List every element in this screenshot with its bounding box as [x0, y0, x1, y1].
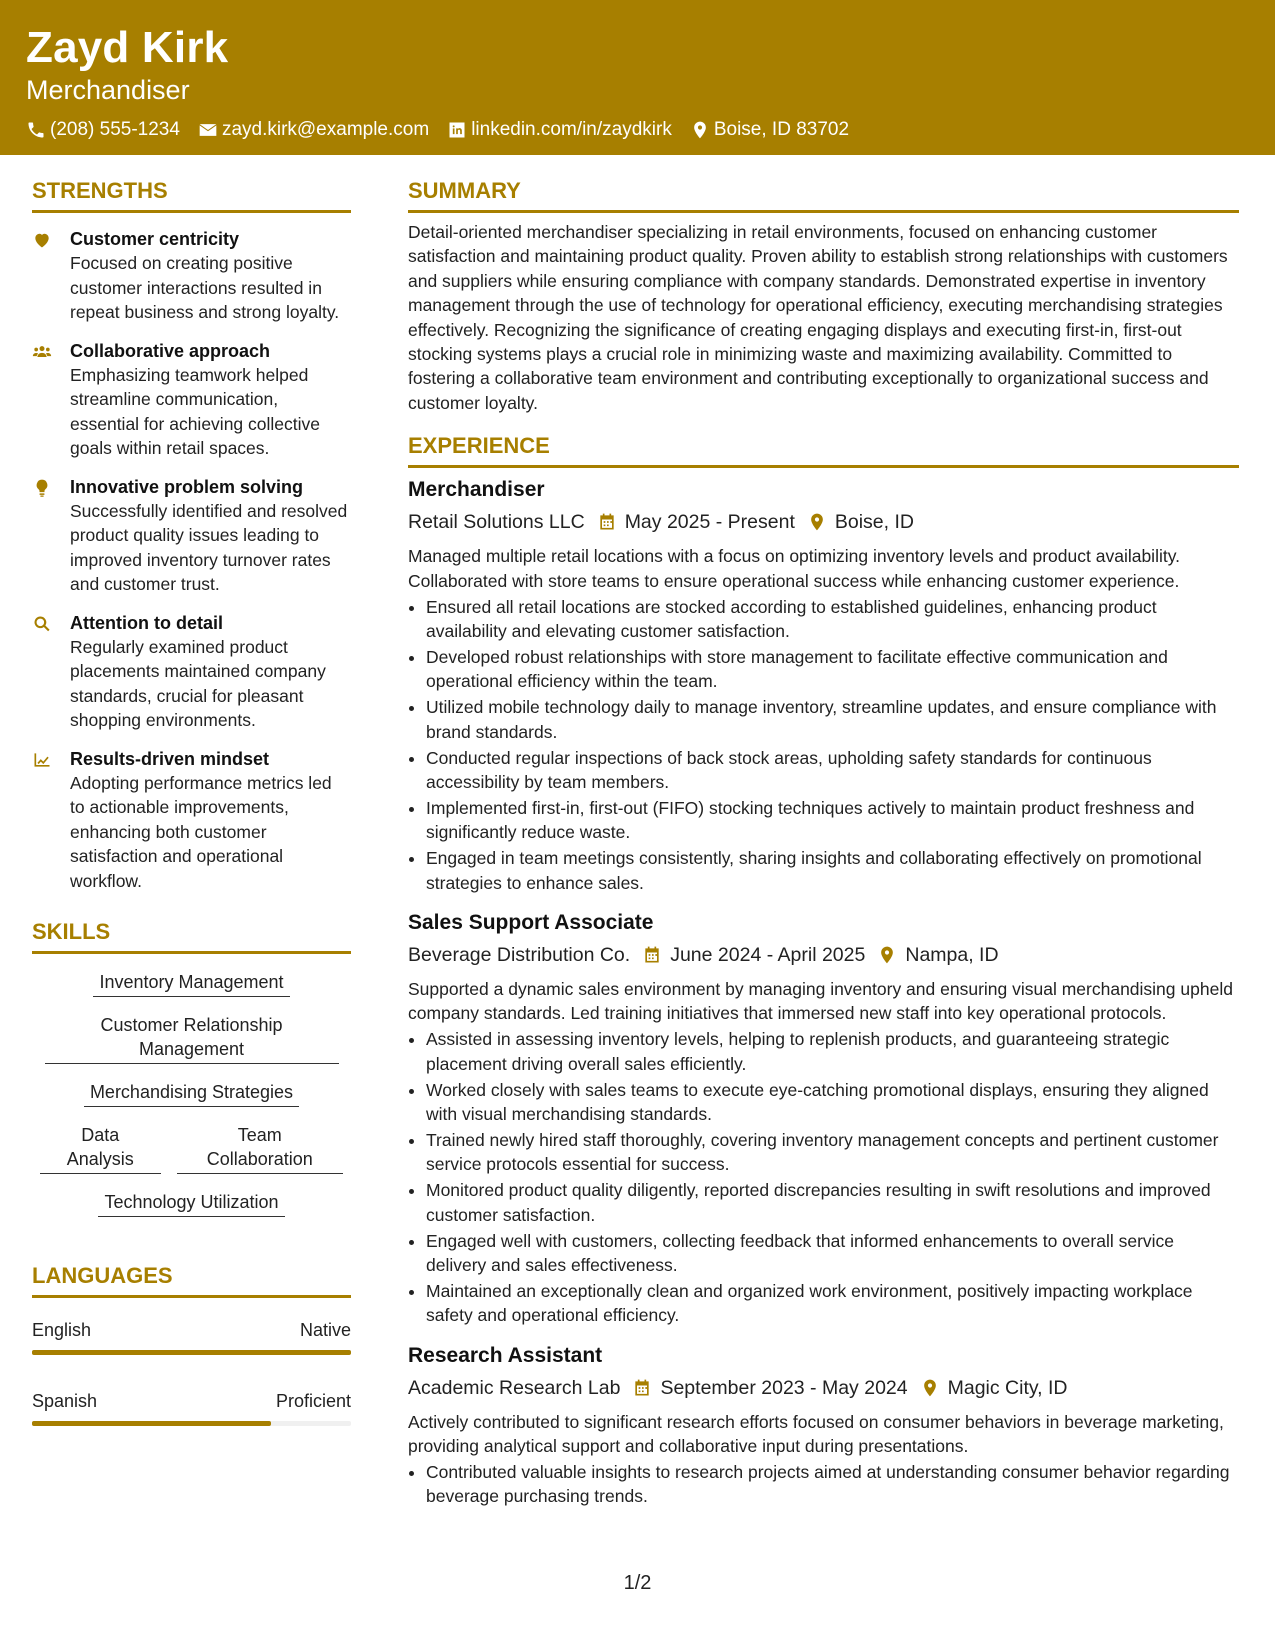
map-pin-icon: [920, 1378, 940, 1398]
job-bullet: • Conducted regular inspections of back stock areas, upholding safety standards for continuous accessibility by team members.: [426, 746, 1239, 795]
section-divider: [32, 210, 351, 213]
summary-section: [408, 176, 1239, 415]
job-dates: May 2025 - Present: [624, 511, 795, 534]
job-bullet: • Ensured all retail locations are stocked according to established guidelines, enhancing product availability and elevating customer satisfaction.: [426, 595, 1239, 644]
calendar-icon: [597, 512, 617, 532]
strength-title: Innovative problem solving: [70, 476, 304, 497]
map-pin-icon: [690, 120, 710, 140]
strength-item: [32, 475, 351, 597]
section-divider: [408, 210, 1239, 213]
experience-title: EXPERIENCE: [408, 433, 550, 459]
job-title: Sales Support Associate: [408, 910, 654, 934]
job-bullet: • Developed robust relationships with store management to facilitate effective communication and operational efficiency within the team.: [426, 645, 1239, 694]
language-item: [32, 1318, 351, 1355]
strength-item: [32, 339, 351, 461]
search-icon: [32, 614, 52, 634]
strength-title: Collaborative approach: [70, 340, 271, 361]
languages-section: [32, 1261, 351, 1426]
language-name: English: [32, 1320, 92, 1340]
job-description: Actively contributed to significant research efforts focused on consumer behaviors in beverage marketing, providing analytical support and collaborative input during presentations.: [408, 1411, 1224, 1457]
strength-desc: Adopting performance metrics led to actionable improvements, enhancing both customer satisfaction and operational workflow.: [70, 772, 332, 891]
strength-desc: Regularly examined product placements maintained company standards, crucial for pleasant shopping environments.: [70, 636, 326, 730]
language-name: Spanish: [32, 1391, 98, 1411]
strengths-title: STRENGTHS: [32, 178, 168, 203]
job-bullets: [408, 1027, 1239, 1327]
linkedin-icon: [447, 120, 467, 140]
map-pin-icon: [807, 512, 827, 532]
job-meta: [408, 941, 1239, 969]
job-dates: September 2023 - May 2024: [660, 1376, 908, 1399]
contact-phone-text: (208) 555-1234: [50, 119, 180, 140]
job-bullet: • Trained newly hired staff thoroughly, covering inventory management concepts and pertinent customer service protocols essential for success.: [426, 1128, 1239, 1177]
job-entry: [408, 1342, 1239, 1509]
summary-title: SUMMARY: [408, 178, 521, 203]
job-bullet: • Engaged well with customers, collecting feedback that informed enhancements to overall service delivery and sales effectiveness.: [426, 1229, 1239, 1278]
job-title: Merchandiser: [408, 478, 545, 502]
job-description: Managed multiple retail locations with a focus on optimizing inventory levels and product availability. Collaborated with store teams to ensure operational success while enhancing customer experience.: [408, 546, 1181, 591]
language-bar-fill: [32, 1350, 351, 1355]
chart-line-icon: [32, 750, 52, 770]
job-company: Academic Research Lab: [408, 1376, 621, 1399]
job-entry: [408, 476, 1239, 895]
language-level: Native: [299, 1320, 351, 1340]
job-location: Boise, ID: [834, 511, 914, 534]
job-bullet: • Maintained an exceptionally clean and organized work environment, positively impacting workplace safety and operational efficiency.: [426, 1279, 1239, 1328]
calendar-icon: [632, 1378, 652, 1398]
skill-tag: Customer Relationship Management: [45, 1013, 339, 1064]
strength-desc: Focused on creating positive customer interactions resulted in repeat business and strong loyalty.: [70, 253, 340, 322]
page-number: 1/2: [623, 1572, 652, 1594]
job-dates: June 2024 - April 2025: [670, 943, 866, 966]
job-bullets: [408, 595, 1239, 895]
job-description: Supported a dynamic sales environment by managing inventory and ensuring visual merchandising upheld company standards. Led training initiatives that immersed new staff into key operational protocols.: [408, 978, 1233, 1024]
skill-tag: Merchandising Strategies: [84, 1080, 299, 1107]
language-item: [32, 1389, 351, 1426]
skills-title: SKILLS: [32, 919, 111, 944]
envelope-icon: [198, 120, 218, 140]
phone-icon: [26, 120, 46, 140]
section-divider: [32, 1295, 351, 1298]
languages-title: LANGUAGES: [32, 1263, 173, 1288]
strength-desc: Successfully identified and resolved product quality issues leading to improved inventory turnover rates and customer trust.: [70, 500, 348, 594]
contact-email-text: zayd.kirk@example.com: [221, 119, 430, 140]
summary-text: Detail-oriented merchandiser specializing in retail environments, focused on enhancing customer satisfaction and maintaining product quality. Proven ability to establish strong relationships with customers and suppliers while ensuring compliance with company standards. Demonstrated expertise in inventory management through the use of technology for operational efficiency, executing merchandising strategies effectively. Recognizing the significance of creating engaging displays and executing first-in, first-out stocking systems plays a crucial role in minimizing waste and maximizing availability. Committed to fostering a collaborative team environment and contributing exceptionally to organizational success and customer loyalty.: [408, 222, 1228, 413]
job-entry: [408, 909, 1239, 1328]
job-bullet: • Monitored product quality diligently, reported discrepancies resulting in swift resolutions and improved customer satisfaction.: [426, 1178, 1239, 1227]
job-bullet: • Engaged in team meetings consistently, sharing insights and collaborating effectively on promotional strategies to enhance sales.: [426, 846, 1239, 895]
section-divider: [32, 951, 351, 954]
lightbulb-icon: [32, 478, 52, 498]
skill-tag: Team Collaboration: [177, 1123, 343, 1174]
job-company: Retail Solutions LLC: [408, 511, 585, 534]
strength-item: [32, 611, 351, 733]
contact-bar: [26, 118, 1249, 142]
strength-title: Attention to detail: [70, 612, 223, 633]
skill-tag: Inventory Management: [93, 970, 289, 997]
skills-section: [32, 917, 351, 1217]
job-bullet: • Utilized mobile technology daily to manage inventory, streamline updates, and ensure compliance with brand standards.: [426, 695, 1239, 744]
strength-desc: Emphasizing teamwork helped streamline communication, essential for achieving collective goals within retail spaces.: [70, 364, 320, 458]
job-bullet: • Worked closely with sales teams to execute eye-catching promotional displays, ensuring they aligned with visual merchandising standards.: [426, 1078, 1239, 1127]
skill-tag: Data Analysis: [40, 1123, 161, 1174]
job-meta: [408, 1374, 1239, 1402]
job-company: Beverage Distribution Co.: [408, 943, 631, 966]
section-divider: [408, 465, 1239, 468]
candidate-role: Merchandiser: [26, 75, 190, 105]
heart-icon: [32, 230, 52, 250]
contact-location-text: Boise, ID 83702: [713, 119, 850, 140]
contact-email[interactable]: [198, 118, 429, 142]
language-level: Proficient: [275, 1391, 351, 1411]
contact-linkedin-text: linkedin.com/in/zaydkirk: [471, 119, 672, 140]
contact-phone: [26, 118, 180, 142]
strength-item: [32, 227, 351, 325]
job-location: Magic City, ID: [947, 1376, 1068, 1399]
map-pin-icon: [877, 945, 897, 965]
job-location: Nampa, ID: [905, 943, 999, 966]
job-bullet: • Contributed valuable insights to research projects aimed at understanding consumer behavior regarding beverage purchasing trends.: [426, 1460, 1239, 1509]
experience-section: [408, 431, 1239, 1509]
strengths-section: [32, 176, 351, 893]
calendar-icon: [642, 945, 662, 965]
job-bullets: [408, 1460, 1239, 1509]
strength-item: [32, 747, 351, 894]
language-bar-fill: [32, 1421, 271, 1426]
left-column: [32, 176, 351, 1426]
strength-title: Results-driven mindset: [70, 748, 270, 769]
right-column: [408, 176, 1239, 1509]
skills-list: [32, 970, 351, 1217]
job-title: Research Assistant: [408, 1343, 603, 1367]
candidate-name: Zayd Kirk: [26, 23, 229, 72]
strength-title: Customer centricity: [70, 229, 240, 249]
resume-header: [0, 0, 1275, 155]
contact-linkedin[interactable]: [447, 118, 672, 142]
job-bullet: • Assisted in assessing inventory levels, helping to replenish products, and guaranteeing strategic placement driving overall sales efficiently.: [426, 1027, 1239, 1076]
language-bar: [32, 1421, 351, 1426]
contact-location: [690, 118, 849, 142]
language-bar: [32, 1350, 351, 1355]
job-bullet: • Implemented first-in, first-out (FIFO) stocking techniques actively to maintain product freshness and significantly reduce waste.: [426, 796, 1239, 845]
users-icon: [32, 342, 52, 362]
skill-tag: Technology Utilization: [98, 1190, 284, 1217]
job-list: [408, 476, 1239, 1509]
job-meta: [408, 508, 1239, 536]
